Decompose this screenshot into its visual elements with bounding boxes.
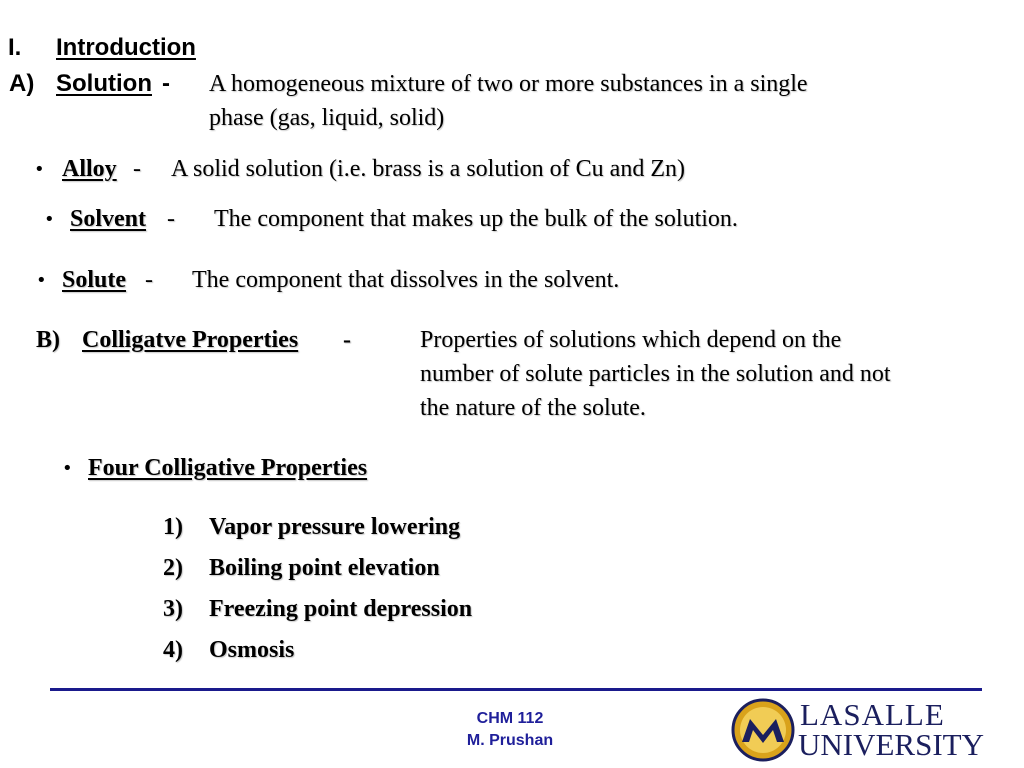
property-label: Vapor pressure lowering [209, 514, 461, 540]
solvent-dash: - [167, 206, 175, 232]
property-number: 3) [163, 596, 183, 622]
solution-definition-line-2: phase (gas, liquid, solid) [209, 105, 445, 131]
solvent-term: Solvent [70, 206, 147, 232]
solution-definition-line-1: A homogeneous mixture of two or more substances in a single [209, 71, 808, 97]
university-logo [730, 697, 984, 763]
colligative-definition-line-1: Properties of solutions which depend on the [420, 327, 842, 353]
solute-bullet: • [36, 270, 47, 291]
property-number: 4) [163, 637, 183, 663]
solvent-bullet: • [44, 209, 55, 230]
solute-definition: The component that dissolves in the solvent. [192, 267, 620, 293]
colligative-dash: - [343, 327, 351, 353]
solute-term: Solute [62, 267, 127, 293]
property-label: Osmosis [209, 637, 295, 663]
section-title: Introduction [56, 34, 196, 61]
footer-author: M. Prushan [466, 732, 554, 749]
solution-dash: - [162, 70, 170, 97]
solvent-definition: The component that makes up the bulk of the solution. [214, 206, 738, 232]
solution-term: Solution [56, 70, 152, 97]
property-number: 2) [163, 555, 183, 581]
logo-line-1: LASALLE [800, 697, 945, 732]
four-properties-heading: Four Colligative Properties [88, 455, 368, 481]
solution-marker: A) [9, 70, 35, 97]
colligative-marker: B) [36, 327, 60, 353]
property-label: Freezing point depression [209, 596, 473, 622]
property-number: 1) [163, 514, 183, 540]
alloy-term: Alloy [62, 156, 117, 182]
logo-line-2: UNIVERSITY [798, 727, 984, 762]
alloy-definition: A solid solution (i.e. brass is a solution of Cu and Zn) [171, 156, 685, 182]
four-properties-bullet: • [62, 458, 73, 479]
footer-credits [430, 708, 590, 752]
colligative-definition-line-2: number of solute particles in the solution and not [420, 361, 891, 387]
alloy-dash: - [133, 156, 141, 182]
colligative-definition-line-3: the nature of the solute. [420, 395, 646, 421]
colligative-term: Colligatve Properties [82, 327, 299, 353]
footer-course: CHM 112 [476, 710, 544, 727]
solute-dash: - [145, 267, 153, 293]
property-label: Boiling point elevation [209, 555, 440, 581]
section-numeral: I. [8, 34, 22, 61]
footer-divider [50, 688, 982, 691]
alloy-bullet: • [34, 159, 45, 180]
